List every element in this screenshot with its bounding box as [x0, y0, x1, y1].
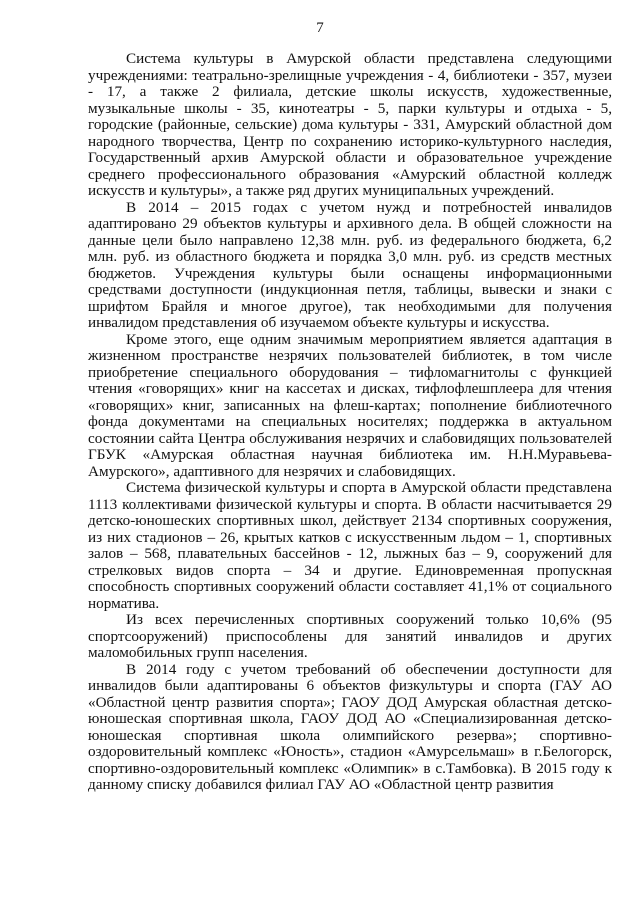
paragraph-sport-system: Система физической культуры и спорта в Амурской области представлена 1113 коллективами физической культуры и спорта. В области насчитывается 29 детско-юношеских спортивных школ, действует 2134 спортивных сооружения, из них стадионов – 26, крытых катков с искусственным льдом – 1, спортивных залов – 568, плавательных бассейнов - 12, лыжных баз – 9, сооружений для стрелковых видов спорта – 34 и другие. Единовременная пропускная способность спортивных сооружений области составляет 41,1% от социального норматива. — [88, 479, 612, 612]
paragraph-culture-adaptation: В 2014 – 2015 годах с учетом нужд и потребностей инвалидов адаптировано 29 объектов культуры и архивного дела. В общей сложности на данные цели было направлено 12,38 млн. руб. из федерального бюджета, 6,2 млн. руб. из областного бюджета и порядка 3,0 млн. руб. из средств местных бюджетов. Учреждения культуры были оснащены информационными средствами доступности (индукционная петля, таблицы, вывески и знаки с шрифтом Брайля и многое другое), так необходимыми для получения инвалидом представления об изучаемом объекте культуры и искусства. — [88, 198, 612, 331]
paragraph-culture-system: Система культуры в Амурской области представлена следующими учреждениями: театрально-зрелищные учреждения - 4, библиотеки - 357, музеи - 17, а также 2 филиала, детские школы искусств, художественные, музыкальные школы - 35, кинотеатры - 5, парки культуры и отдыха - 5, городские (районные, сельские) дома культуры - 331, Амурский областной дом народного творчества, Центр по сохранению историко-культурного наследия, Государственный архив Амурской области и образовательное учреждение среднего профессионального образования «Амурский областной колледж искусств и культуры», а также ряд других муниципальных учреждений. — [88, 50, 612, 199]
paragraph-library-adaptation: Кроме этого, еще одним значимым мероприятием является адаптация в жизненном пространстве незрячих пользователей библиотек, в том числе приобретение специального оборудования – тифломагнитолы с функцией чтения «говорящих» книг на кассетах и дисках, тифлофлешплеера для чтения «говорящих» книг, записанных на флеш-картах; пополнение библиотечного фонда документами на специальных носителях; поддержка в актуальном состоянии сайта Центра обслуживания незрячих и слабовидящих пользователей ГБУК «Амурская областная научная библиотека им. Н.Н.Муравьева-Амурского», адаптивного для незрячих и слабовидящих. — [88, 330, 612, 480]
paragraph-sport-adaptation: В 2014 году с учетом требований об обеспечении доступности для инвалидов были адаптированы 6 объектов физкультуры и спорта (ГАУ АО «Областной центр развития спорта»; ГАОУ ДОД Амурская областная детско-юношеская спортивная школа, ГАОУ ДОД АО «Специализированная детско-юношеская спортивная школа олимпийского резерва»; спортивно-оздоровительный комплекс «Юность», стадион «Амурсельмаш» в г.Белогорск, спортивно-оздоровительный комплекс «Олимпик» в с.Тамбовка). В 2015 году к данному списку добавился филиал ГАУ АО «Областной центр развития — [88, 660, 612, 793]
paragraph-sport-accessibility: Из всех перечисленных спортивных сооружений только 10,6% (95 спортсооружений) приспособлены для занятий инвалидов и других маломобильных групп населения. — [88, 611, 612, 661]
page-number: 7 — [316, 20, 324, 36]
document-body — [88, 51, 612, 794]
